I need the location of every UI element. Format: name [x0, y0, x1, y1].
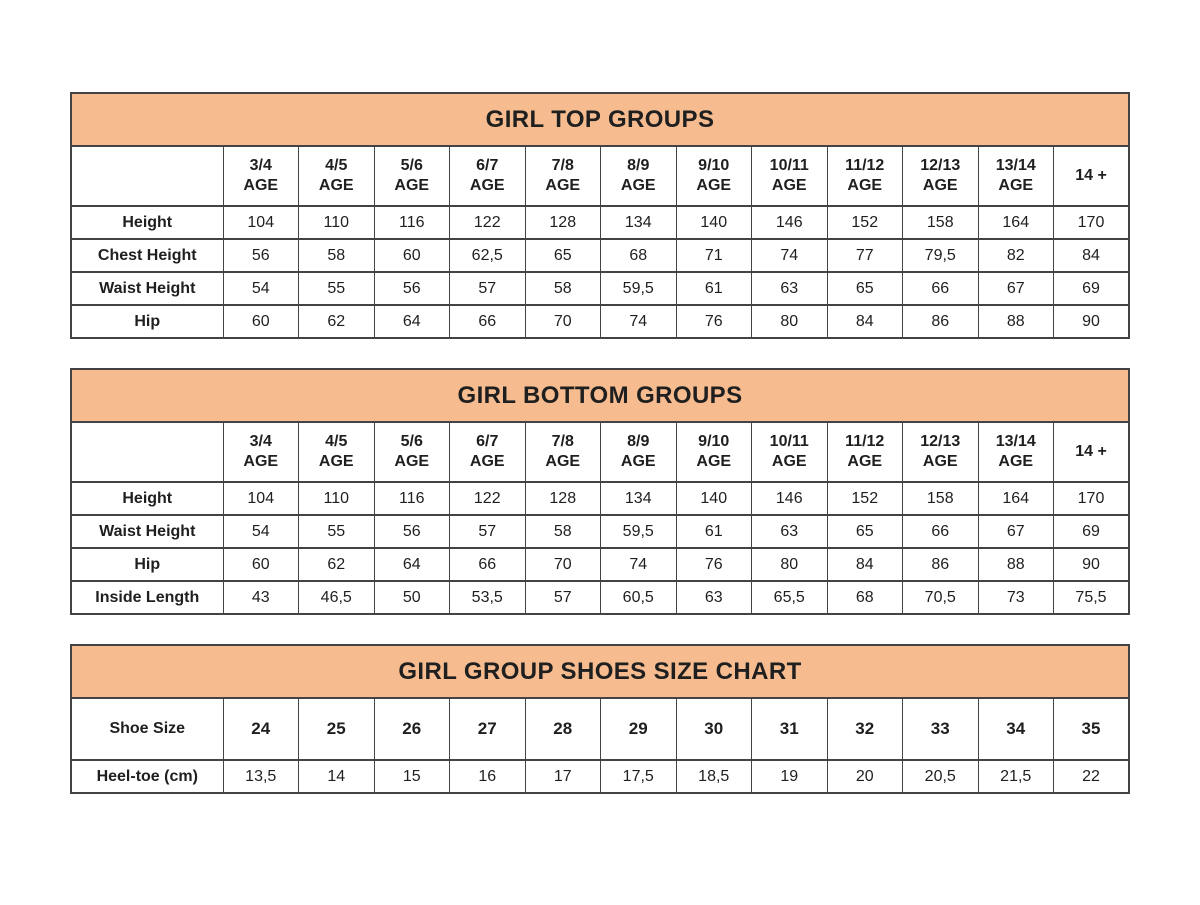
value-cell: 104 — [223, 206, 299, 239]
table-title: GIRL GROUP SHOES SIZE CHART — [71, 645, 1129, 698]
value-cell: 66 — [450, 548, 526, 581]
value-cell: 74 — [601, 305, 677, 338]
column-header — [299, 422, 375, 482]
table-row — [71, 482, 1129, 515]
value-cell: 58 — [525, 515, 601, 548]
column-header-suffix: AGE — [696, 453, 732, 470]
row-label: Shoe Size — [71, 698, 223, 760]
column-header-age: 14 + — [1075, 167, 1107, 184]
value-cell: 28 — [525, 698, 601, 760]
value-cell: 54 — [223, 515, 299, 548]
value-cell: 84 — [1054, 239, 1130, 272]
value-cell: 57 — [450, 515, 526, 548]
column-header-age: 10/11 — [769, 433, 809, 450]
value-cell: 158 — [903, 206, 979, 239]
column-header — [827, 422, 903, 482]
column-header — [978, 422, 1054, 482]
column-header-suffix: AGE — [998, 453, 1034, 470]
column-header-suffix: AGE — [847, 177, 883, 194]
value-cell: 43 — [223, 581, 299, 614]
column-header-suffix: AGE — [318, 453, 354, 470]
corner-cell — [71, 422, 223, 482]
value-cell: 71 — [676, 239, 752, 272]
value-cell: 60,5 — [601, 581, 677, 614]
column-header-age: 7/8 — [551, 157, 574, 174]
table-row — [71, 760, 1129, 793]
value-cell: 59,5 — [601, 515, 677, 548]
value-cell: 134 — [601, 482, 677, 515]
column-header-suffix: AGE — [922, 177, 958, 194]
value-cell: 60 — [223, 548, 299, 581]
value-cell: 57 — [450, 272, 526, 305]
column-header-row — [71, 146, 1129, 206]
value-cell: 146 — [752, 482, 828, 515]
value-cell: 65 — [827, 515, 903, 548]
value-cell: 90 — [1054, 305, 1130, 338]
value-cell: 19 — [752, 760, 828, 793]
column-header — [1054, 146, 1130, 206]
value-cell: 61 — [676, 515, 752, 548]
row-label: Hip — [71, 305, 223, 338]
size-table-girl-bottom-groups — [70, 368, 1130, 615]
value-cell: 54 — [223, 272, 299, 305]
column-header — [601, 146, 677, 206]
value-cell: 122 — [450, 206, 526, 239]
column-header — [903, 422, 979, 482]
value-cell: 17 — [525, 760, 601, 793]
value-cell: 76 — [676, 305, 752, 338]
value-cell: 66 — [450, 305, 526, 338]
column-header-age: 3/4 — [249, 433, 272, 450]
value-cell: 67 — [978, 515, 1054, 548]
value-cell: 74 — [601, 548, 677, 581]
column-header — [525, 422, 601, 482]
title-row — [71, 369, 1129, 422]
value-cell: 25 — [299, 698, 375, 760]
value-cell: 140 — [676, 206, 752, 239]
title-row — [71, 93, 1129, 146]
value-cell: 116 — [374, 482, 450, 515]
column-header-age: 5/6 — [400, 433, 423, 450]
table-row — [71, 206, 1129, 239]
value-cell: 62,5 — [450, 239, 526, 272]
value-cell: 104 — [223, 482, 299, 515]
column-header-suffix: AGE — [243, 177, 279, 194]
value-cell: 59,5 — [601, 272, 677, 305]
column-header-age: 14 + — [1075, 443, 1107, 460]
value-cell: 29 — [601, 698, 677, 760]
column-header — [903, 146, 979, 206]
value-cell: 65 — [525, 239, 601, 272]
value-cell: 26 — [374, 698, 450, 760]
column-header — [223, 422, 299, 482]
table-row — [71, 581, 1129, 614]
value-cell: 158 — [903, 482, 979, 515]
value-cell: 88 — [978, 548, 1054, 581]
size-table-girl-top-groups — [70, 92, 1130, 339]
value-cell: 68 — [827, 581, 903, 614]
value-cell: 62 — [299, 548, 375, 581]
column-header-suffix: AGE — [545, 453, 581, 470]
column-header-suffix: AGE — [394, 453, 430, 470]
column-header — [450, 422, 526, 482]
value-cell: 16 — [450, 760, 526, 793]
row-label: Hip — [71, 548, 223, 581]
value-cell: 146 — [752, 206, 828, 239]
column-header-age: 10/11 — [769, 157, 809, 174]
value-cell: 110 — [299, 206, 375, 239]
column-header — [450, 146, 526, 206]
column-header-suffix: AGE — [771, 177, 807, 194]
value-cell: 27 — [450, 698, 526, 760]
value-cell: 73 — [978, 581, 1054, 614]
column-header — [676, 422, 752, 482]
value-cell: 34 — [978, 698, 1054, 760]
value-cell: 60 — [223, 305, 299, 338]
column-header — [827, 146, 903, 206]
column-header-age: 4/5 — [325, 433, 348, 450]
value-cell: 22 — [1054, 760, 1130, 793]
value-cell: 74 — [752, 239, 828, 272]
column-header-suffix: AGE — [318, 177, 354, 194]
value-cell: 65,5 — [752, 581, 828, 614]
value-cell: 116 — [374, 206, 450, 239]
column-header-age: 5/6 — [400, 157, 423, 174]
column-header-suffix: AGE — [620, 177, 656, 194]
column-header — [1054, 422, 1130, 482]
value-cell: 14 — [299, 760, 375, 793]
row-label: Height — [71, 482, 223, 515]
column-header-suffix: AGE — [922, 453, 958, 470]
value-cell: 62 — [299, 305, 375, 338]
value-cell: 69 — [1054, 515, 1130, 548]
column-header-suffix: AGE — [696, 177, 732, 194]
column-header-age: 13/14 — [995, 433, 1036, 450]
value-cell: 20,5 — [903, 760, 979, 793]
column-header-row — [71, 422, 1129, 482]
value-cell: 86 — [903, 305, 979, 338]
value-cell: 15 — [374, 760, 450, 793]
column-header-age: 9/10 — [698, 157, 730, 174]
column-header-age: 7/8 — [551, 433, 574, 450]
row-label: Heel-toe (cm) — [71, 760, 223, 793]
row-label: Waist Height — [71, 515, 223, 548]
value-cell: 164 — [978, 482, 1054, 515]
value-cell: 61 — [676, 272, 752, 305]
value-cell: 64 — [374, 305, 450, 338]
value-cell: 70 — [525, 548, 601, 581]
value-cell: 68 — [601, 239, 677, 272]
column-header-age: 11/12 — [845, 433, 885, 450]
value-cell: 60 — [374, 239, 450, 272]
value-cell: 35 — [1054, 698, 1130, 760]
column-header — [525, 146, 601, 206]
value-cell: 65 — [827, 272, 903, 305]
column-header — [299, 146, 375, 206]
value-cell: 82 — [978, 239, 1054, 272]
value-cell: 56 — [374, 272, 450, 305]
value-cell: 66 — [903, 515, 979, 548]
value-cell: 58 — [525, 272, 601, 305]
value-cell: 70,5 — [903, 581, 979, 614]
value-cell: 17,5 — [601, 760, 677, 793]
column-header — [601, 422, 677, 482]
value-cell: 110 — [299, 482, 375, 515]
table-row — [71, 548, 1129, 581]
column-header-suffix: AGE — [545, 177, 581, 194]
value-cell: 57 — [525, 581, 601, 614]
value-cell: 55 — [299, 515, 375, 548]
row-label: Inside Length — [71, 581, 223, 614]
value-cell: 152 — [827, 206, 903, 239]
value-cell: 64 — [374, 548, 450, 581]
value-cell: 134 — [601, 206, 677, 239]
column-header-suffix: AGE — [847, 453, 883, 470]
table-title: GIRL BOTTOM GROUPS — [71, 369, 1129, 422]
value-cell: 170 — [1054, 206, 1130, 239]
value-cell: 33 — [903, 698, 979, 760]
value-cell: 79,5 — [903, 239, 979, 272]
value-cell: 122 — [450, 482, 526, 515]
value-cell: 170 — [1054, 482, 1130, 515]
value-cell: 75,5 — [1054, 581, 1130, 614]
value-cell: 63 — [676, 581, 752, 614]
column-header-age: 8/9 — [627, 433, 650, 450]
value-cell: 84 — [827, 305, 903, 338]
value-cell: 63 — [752, 515, 828, 548]
column-header-age: 6/7 — [476, 157, 499, 174]
column-header-suffix: AGE — [469, 177, 505, 194]
size-charts — [70, 92, 1130, 823]
value-cell: 90 — [1054, 548, 1130, 581]
column-header — [374, 422, 450, 482]
size-table-girl-group-shoes-size-chart — [70, 644, 1130, 794]
value-cell: 13,5 — [223, 760, 299, 793]
column-header — [752, 146, 828, 206]
table-row — [71, 515, 1129, 548]
value-cell: 140 — [676, 482, 752, 515]
column-header-age: 4/5 — [325, 157, 348, 174]
table-title: GIRL TOP GROUPS — [71, 93, 1129, 146]
column-header-age: 12/13 — [920, 157, 961, 174]
column-header-suffix: AGE — [998, 177, 1034, 194]
value-cell: 152 — [827, 482, 903, 515]
value-cell: 20 — [827, 760, 903, 793]
column-header-age: 12/13 — [920, 433, 961, 450]
value-cell: 86 — [903, 548, 979, 581]
column-header — [676, 146, 752, 206]
column-header-suffix: AGE — [620, 453, 656, 470]
title-row — [71, 645, 1129, 698]
column-header-age: 6/7 — [476, 433, 499, 450]
value-cell: 21,5 — [978, 760, 1054, 793]
value-cell: 58 — [299, 239, 375, 272]
value-cell: 66 — [903, 272, 979, 305]
row-label: Chest Height — [71, 239, 223, 272]
value-cell: 56 — [374, 515, 450, 548]
value-cell: 53,5 — [450, 581, 526, 614]
table-row — [71, 239, 1129, 272]
value-cell: 63 — [752, 272, 828, 305]
value-cell: 84 — [827, 548, 903, 581]
value-cell: 76 — [676, 548, 752, 581]
column-header-age: 11/12 — [845, 157, 885, 174]
column-header — [374, 146, 450, 206]
value-cell: 56 — [223, 239, 299, 272]
value-cell: 46,5 — [299, 581, 375, 614]
column-header-age: 8/9 — [627, 157, 650, 174]
value-cell: 128 — [525, 482, 601, 515]
column-header-suffix: AGE — [771, 453, 807, 470]
column-header-age: 3/4 — [249, 157, 272, 174]
value-cell: 80 — [752, 305, 828, 338]
table-row — [71, 305, 1129, 338]
row-label: Waist Height — [71, 272, 223, 305]
column-header-suffix: AGE — [243, 453, 279, 470]
value-cell: 164 — [978, 206, 1054, 239]
column-header — [978, 146, 1054, 206]
value-cell: 80 — [752, 548, 828, 581]
corner-cell — [71, 146, 223, 206]
column-header — [752, 422, 828, 482]
value-cell: 32 — [827, 698, 903, 760]
value-cell: 24 — [223, 698, 299, 760]
value-cell: 128 — [525, 206, 601, 239]
value-cell: 30 — [676, 698, 752, 760]
value-cell: 55 — [299, 272, 375, 305]
column-header — [223, 146, 299, 206]
table-row — [71, 272, 1129, 305]
value-cell: 50 — [374, 581, 450, 614]
table-row — [71, 698, 1129, 760]
value-cell: 88 — [978, 305, 1054, 338]
value-cell: 77 — [827, 239, 903, 272]
value-cell: 31 — [752, 698, 828, 760]
value-cell: 18,5 — [676, 760, 752, 793]
row-label: Height — [71, 206, 223, 239]
column-header-age: 13/14 — [995, 157, 1036, 174]
column-header-suffix: AGE — [394, 177, 430, 194]
column-header-suffix: AGE — [469, 453, 505, 470]
column-header-age: 9/10 — [698, 433, 730, 450]
value-cell: 67 — [978, 272, 1054, 305]
value-cell: 69 — [1054, 272, 1130, 305]
value-cell: 70 — [525, 305, 601, 338]
